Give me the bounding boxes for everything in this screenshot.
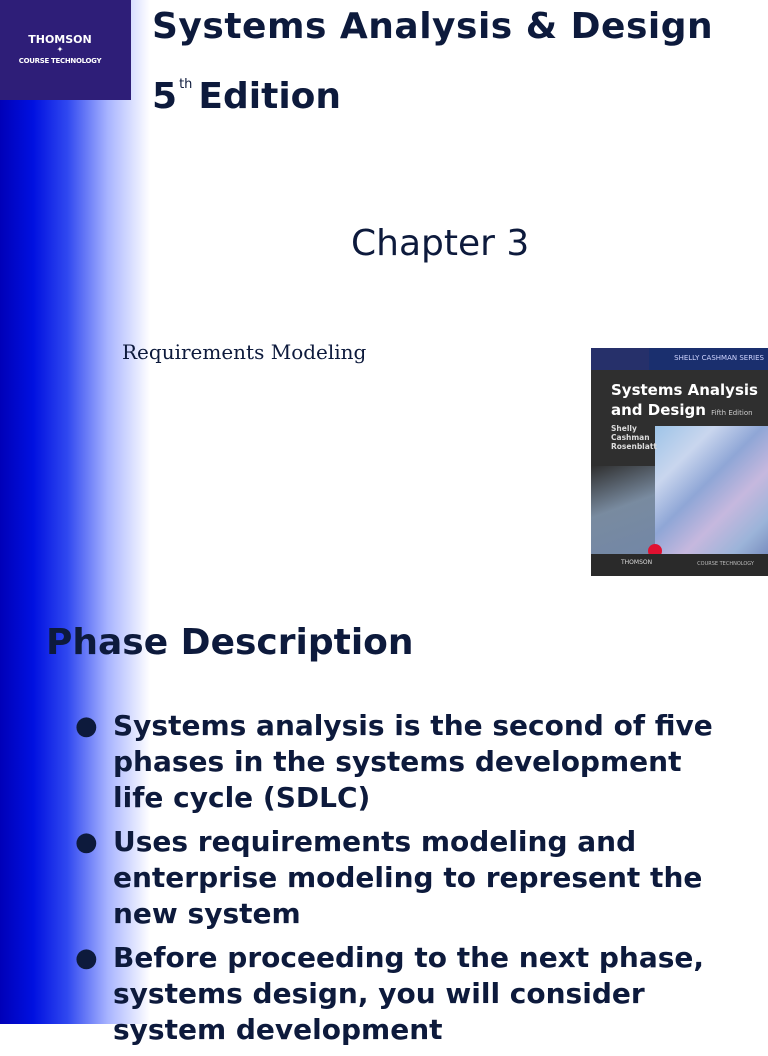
chapter-subtitle: Requirements Modeling bbox=[122, 340, 367, 364]
edition-word: Edition bbox=[198, 76, 342, 117]
book-cover-image bbox=[591, 348, 768, 576]
bullet-text: Uses requirements modeling and enterprise modeling to represent the new system bbox=[113, 825, 703, 930]
cover-title bbox=[611, 380, 758, 423]
thomson-logo bbox=[0, 0, 131, 100]
logo-subtext: COURSE TECHNOLOGY bbox=[18, 57, 102, 65]
bullet-text: Before proceeding to the next phase, systems design, you will consider system development bbox=[113, 941, 705, 1046]
slide-title: Systems Analysis & Design bbox=[152, 6, 714, 47]
cover-authors bbox=[611, 424, 657, 451]
chapter-label: Chapter 3 bbox=[351, 223, 530, 264]
phase-heading: Phase Description bbox=[46, 622, 414, 663]
bullet-item bbox=[75, 940, 715, 1048]
edition-title bbox=[152, 76, 341, 117]
cover-artwork bbox=[655, 426, 768, 554]
bullet-text: Systems analysis is the second of five phases in the systems development life cycle (SDLC) bbox=[113, 709, 713, 814]
logo-star-icon: ✦ bbox=[56, 45, 64, 54]
bullet-icon: ● bbox=[75, 943, 98, 973]
bullet-item bbox=[75, 708, 715, 816]
bullet-item bbox=[75, 824, 715, 932]
cover-author: Shelly bbox=[611, 424, 637, 433]
bullet-icon: ● bbox=[75, 711, 98, 741]
cover-publisher: THOMSON bbox=[621, 559, 653, 566]
cover-title-line2: and Design bbox=[611, 401, 706, 419]
logo-text: THOMSON bbox=[28, 33, 92, 46]
cover-author: Rosenblatt bbox=[611, 442, 657, 451]
bullet-list bbox=[75, 708, 715, 1056]
cover-title-line1: Systems Analysis bbox=[611, 381, 758, 399]
edition-suffix: th bbox=[179, 77, 193, 92]
cover-edition: Fifth Edition bbox=[711, 409, 753, 417]
cover-author: Cashman bbox=[611, 433, 650, 442]
bullet-icon: ● bbox=[75, 827, 98, 857]
edition-number: 5 bbox=[152, 76, 178, 117]
cover-publisher-sub: COURSE TECHNOLOGY bbox=[697, 561, 754, 567]
cover-series: SHELLY CASHMAN SERIES bbox=[674, 354, 764, 362]
